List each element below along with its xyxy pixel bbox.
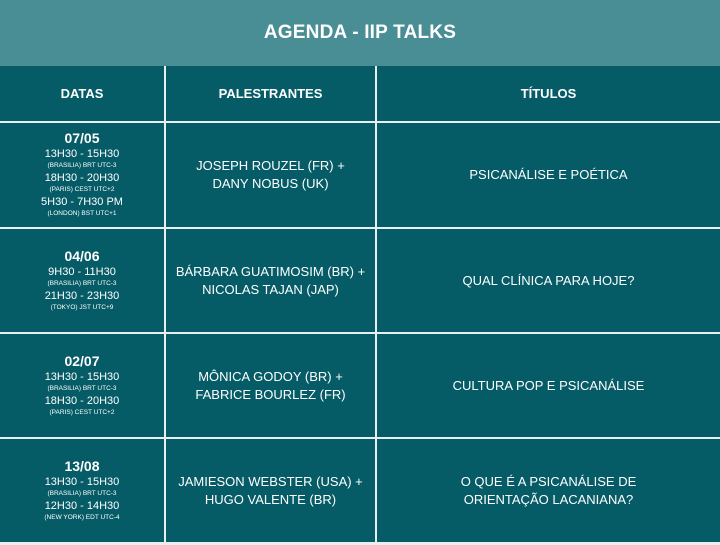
column-header-titles: TÍTULOS: [377, 66, 720, 121]
speaker-name: JOSEPH ROUZEL (FR) +: [196, 158, 345, 173]
slot-time: 13H30 - 15H30: [44, 370, 120, 383]
date-cell: [0, 334, 164, 437]
slot-time: 18H30 - 20H30: [44, 172, 120, 184]
session-date: 07/05: [64, 130, 100, 146]
talk-title-cell: [377, 229, 720, 332]
agenda-table: [0, 66, 720, 545]
slot-time: 13H30 - 15H30: [44, 148, 120, 160]
speakers-cell: [166, 123, 375, 227]
column-header-dates: DATAS: [0, 66, 164, 121]
session-date: 02/07: [64, 352, 100, 369]
column-header-speakers: PALESTRANTES: [166, 66, 375, 121]
talk-title: O QUE É A PSICANÁLISE DE: [460, 473, 637, 489]
slot-timezone: (LONDON) BST UTC+1: [47, 210, 117, 217]
speaker-name: DANY NOBUS (UK): [212, 176, 329, 191]
slot-timezone: (PARIS) CEST UTC+2: [49, 408, 115, 416]
page-title: AGENDA - IIP TALKS: [263, 22, 457, 43]
speaker-name: MÔNICA GODOY (BR) +: [198, 368, 343, 384]
session-date: 13/08: [64, 457, 100, 474]
slot-timezone: (BRASILIA) BRT UTC-3: [47, 162, 117, 169]
speaker-name: NICOLAS TAJAN (JAP): [202, 281, 339, 297]
date-cell: [0, 123, 164, 227]
slot-timezone: (BRASILIA) BRT UTC-3: [47, 489, 117, 497]
slot-timezone: (NEW YORK) EDT UTC-4: [44, 513, 120, 521]
slot-time: 21H30 - 23H30: [44, 289, 120, 302]
speaker-name: BÁRBARA GUATIMOSIM (BR) +: [175, 263, 366, 279]
speakers-cell: [166, 229, 375, 332]
slot-timezone: (BRASILIA) BRT UTC-3: [47, 384, 117, 392]
title-bar: [0, 0, 720, 66]
talk-title: CULTURA POP E PSICANÁLISE: [452, 377, 645, 393]
speaker-name: JAMIESON WEBSTER (USA) +: [178, 473, 363, 489]
talk-title: QUAL CLÍNICA PARA HOJE?: [462, 272, 635, 288]
slot-time: 18H30 - 20H30: [44, 394, 120, 407]
slot-time: 13H30 - 15H30: [44, 475, 120, 488]
speaker-name: FABRICE BOURLEZ (FR): [195, 386, 346, 402]
talk-title-cell: [377, 334, 720, 437]
session-date: 04/06: [64, 247, 100, 264]
talk-title: ORIENTAÇÃO LACANIANA?: [463, 491, 634, 507]
speakers-cell: [166, 334, 375, 437]
slot-time: 9H30 - 11H30: [48, 265, 116, 278]
slot-timezone: (PARIS) CEST UTC+2: [49, 186, 115, 193]
talk-title: PSICANÁLISE E POÉTICA: [469, 167, 628, 182]
speaker-name: HUGO VALENTE (BR): [204, 491, 337, 507]
talk-title-cell: [377, 439, 720, 542]
slot-timezone: (TOKYO) JST UTC+9: [50, 303, 114, 311]
date-cell: [0, 229, 164, 332]
speakers-cell: [166, 439, 375, 542]
slot-timezone: (BRASILIA) BRT UTC-3: [47, 279, 117, 287]
talk-title-cell: [377, 123, 720, 227]
slot-time: 5H30 - 7H30 PM: [41, 196, 123, 208]
slot-time: 12H30 - 14H30: [44, 499, 120, 512]
date-cell: [0, 439, 164, 542]
